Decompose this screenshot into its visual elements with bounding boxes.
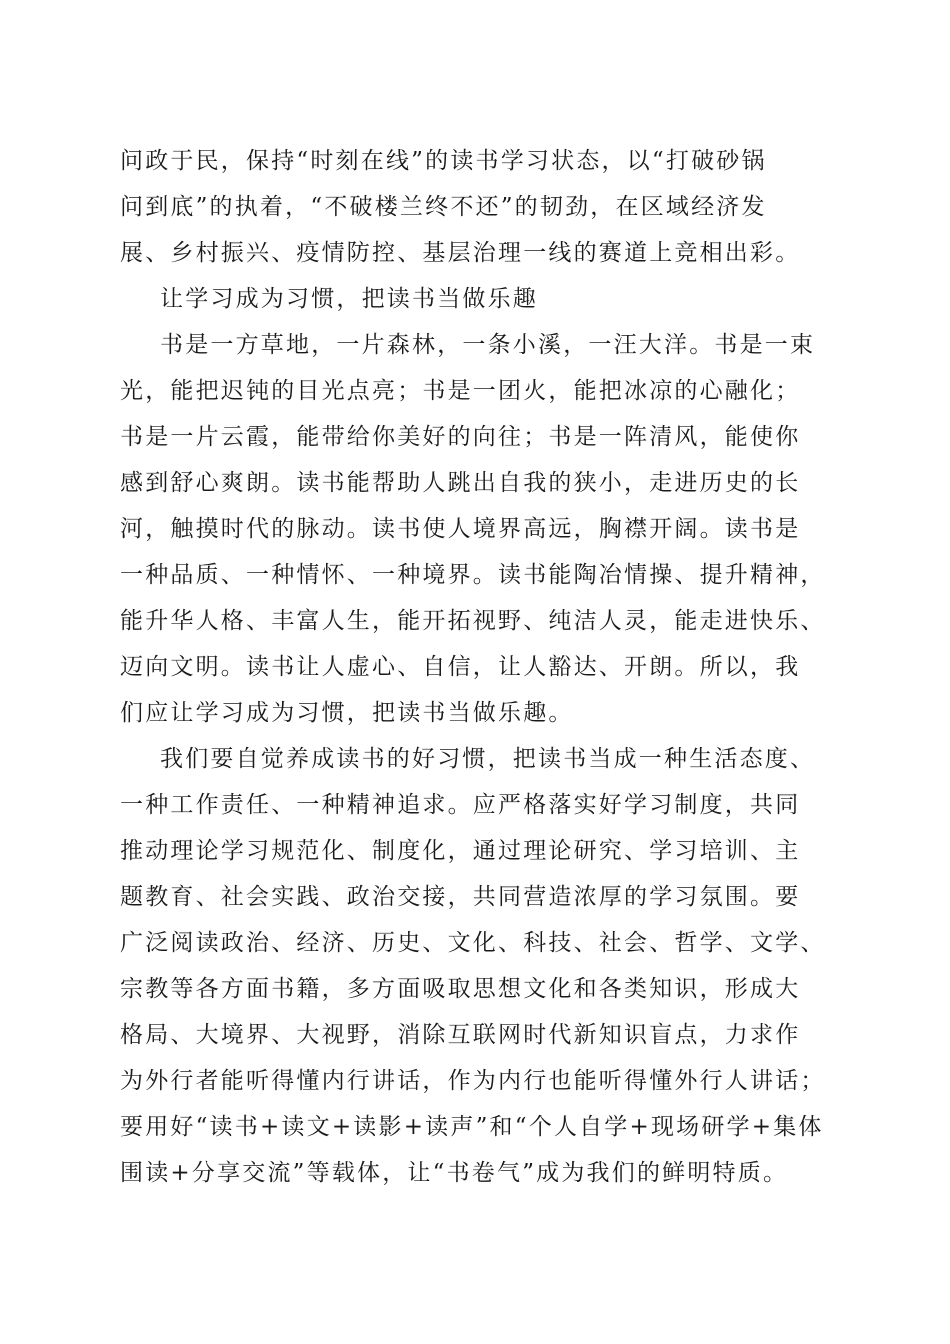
text-line: 围读+分享交流”等载体，让“书卷气”成为我们的鲜明特质。 [120,1160,789,1186]
text-line: 展、乡村振兴、疫情防控、基层治理一线的赛道上竞相出彩。 [120,240,801,266]
text-line: 问到底”的执着，“不破楼兰终不还”的韧劲，在区域经济发 [120,194,767,220]
text-line: 们应让学习成为习惯，把读书当做乐趣。 [120,700,574,726]
text-line: 我们要自觉养成读书的好习惯，把读书当成一种生活态度、 [160,746,816,772]
text-line: 问政于民，保持“时刻在线”的读书学习状态，以“打破砂锅 [120,148,767,174]
text-line: 一种品质、一种情怀、一种境界。读书能陶冶情操、提升精神， [120,562,826,588]
text-line: 题教育、社会实践、政治交接，共同营造浓厚的学习氛围。要 [120,884,801,910]
text-line: 书是一片云霞，能带给你美好的向往；书是一阵清风，能使你 [120,424,801,450]
text-line: 光，能把迟钝的目光点亮；书是一团火，能把冰凉的心融化； [120,378,801,404]
text-line: 能升华人格、丰富人生，能开拓视野、纯洁人灵，能走进快乐、 [120,608,826,634]
text-line: 一种工作责任、一种精神追求。应严格落实好学习制度，共同 [120,792,801,818]
section-heading: 让学习成为习惯，把读书当做乐趣 [160,286,538,312]
text-line: 要用好“读书+读文+读影+读声”和“个人自学+现场研学+集体 [120,1114,824,1140]
text-line: 宗教等各方面书籍，多方面吸取思想文化和各类知识，形成大 [120,976,801,1002]
text-line: 格局、大境界、大视野，消除互联网时代新知识盲点，力求作 [120,1022,801,1048]
text-line: 为外行者能听得懂内行讲话，作为内行也能听得懂外行人讲话； [120,1068,826,1094]
text-line: 广泛阅读政治、经济、历史、文化、科技、社会、哲学、文学、 [120,930,826,956]
text-line: 感到舒心爽朗。读书能帮助人跳出自我的狭小，走进历史的长 [120,470,801,496]
text-line: 迈向文明。读书让人虚心、自信，让人豁达、开朗。所以，我 [120,654,801,680]
text-line: 推动理论学习规范化、制度化，通过理论研究、学习培训、主 [120,838,801,864]
text-line: 书是一方草地，一片森林，一条小溪，一汪大洋。书是一束 [160,332,816,358]
body-text [120,138,840,1196]
text-line: 河，触摸时代的脉动。读书使人境界高远，胸襟开阔。读书是 [120,516,801,542]
